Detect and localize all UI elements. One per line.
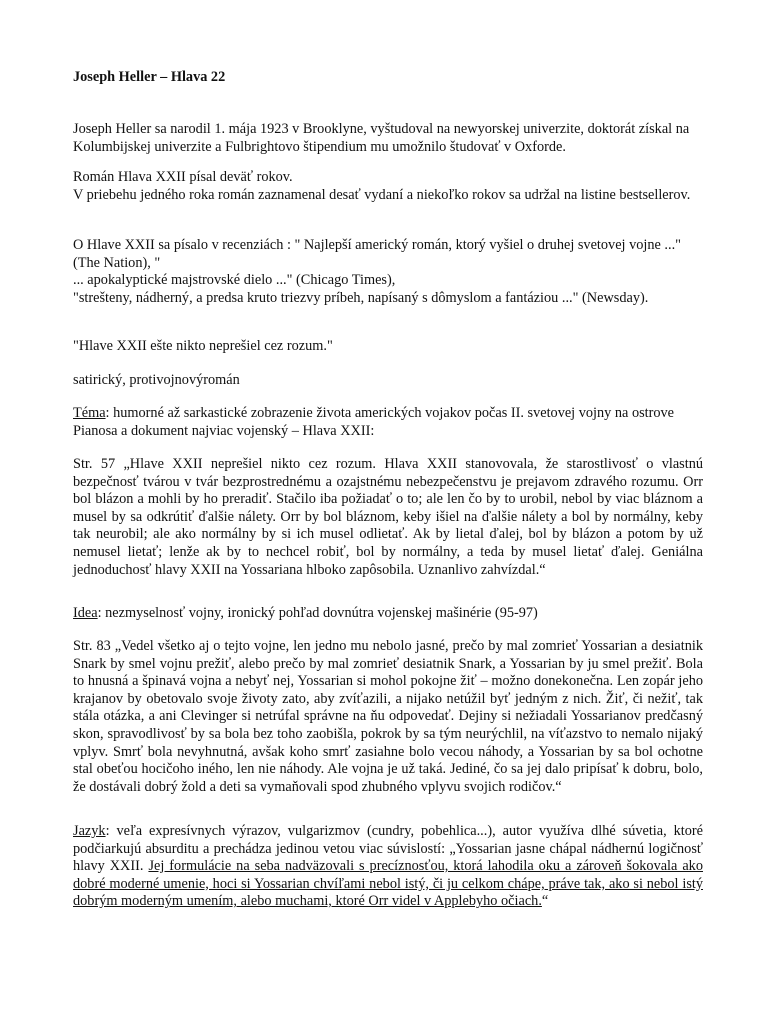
quote-line: "Hlave XXII ešte nikto neprešiel cez rozum." [73, 338, 333, 354]
excerpt-83-paragraph: Str. 83 „Vedel všetko aj o tejto vojne, len jedno mu nebolo jasné, prečo by mal zomrieť Yossarian a desiatnik Snark by smel vojnu prežiť, alebo prečo by mal zomrieť desiatnik Snark, a Yossarian by ju smel prežiť. Bola to hnusná a špinavá vojna a nebyť nej, Yossarian si mohol pokojne žiť – možno donekonečna. Len zopár jeho krajanov by obetovalo svoje životy zato, aby zvíťazili, a nijako netúžil byť jedným z nich. Žiť, či nežiť, tak stála otázka, a ani Clevinger si netrúfal správne na ňu odpovedať. Dejiny si nežiadali Yossarianov predčasný skon, spravodlivosť by sa bola bez toho zaobišla, pokrok by sa tým neurýchlil, na víťazstvo to nemalo nijaký vplyv. Smrť bola nevyhnutná, avšak koho smrť zasiahne bolo vecou náhody, a Yossarian by sa bol ochotne stal obeťou hocičoho iného, len nie náhody. Ale vojna je už taká. Jediné, čo sa jej dalo pripísať k dobru, bolo, že dostávali dobrý žold a deti sa vymaňovali spod zhubného vplyvu svojich rodičov.“ [73, 638, 703, 795]
jazyk-underlined-quote: Jej formulácie na seba nadväzovali s precíznosťou, ktorá lahodila oku a zároveň šokovala ako dobré moderné umenie, hoci si Yossarian chvíľami nebol istý, či ju celkom chápe, práve tak, ako si nebol istý dobrým moderným umením, alebo muchami, ktoré Orr videl v Applebyho očiach. [73, 858, 703, 910]
review-line: ... apokalyptické majstrovské dielo ..." (Chicago Times), [73, 272, 396, 289]
jazyk-label: Jazyk [73, 823, 106, 839]
novel-line: Román Hlava XXII písal deväť rokov. [73, 169, 293, 185]
document-title: Joseph Heller – Hlava 22 [73, 69, 226, 85]
tema-paragraph [73, 405, 703, 440]
tema-text: : humorné až sarkastické zobrazenie života amerických vojakov počas II. svetovej vojny na ostrove Pianosa a dokument najviac vojenský – Hlava XXII: [73, 405, 675, 439]
reviews-paragraph [73, 237, 703, 307]
novel-line: V priebehu jedného roka román zaznamenal desať vydaní a niekoľko rokov sa udržal na listine bestsellerov. [73, 186, 691, 203]
review-line: O Hlave XXII sa písalo v recenziách : " Najlepší americký román, ktorý vyšiel o druhej svetovej vojne ..." (The Nation), " [73, 237, 681, 271]
idea-text: : nezmyselnosť vojny, ironický pohľad dovnútra vojenskej mašinérie (95-97) [97, 605, 538, 621]
idea-paragraph [73, 605, 703, 623]
jazyk-paragraph [73, 823, 703, 911]
idea-label: Idea [73, 605, 98, 621]
bio-paragraph: Joseph Heller sa narodil 1. mája 1923 v Brooklyne, vyštudoval na newyorskej univerzite, doktorát získal na Kolumbijskej univerzite a Fulbrightovo štipendium mu umožnilo študovať v Oxforde. [73, 121, 690, 155]
review-line: "strešteny, nádherný, a predsa kruto triezvy príbeh, napísaný s dômyslom a fantáziou ..." (Newsday). [73, 289, 649, 306]
jazyk-quote-end: “ [541, 893, 549, 910]
jazyk-text: : veľa expresívnych výrazov, vulgarizmov (cundry, pobehlica...), autor využíva dlhé súvetia, ktoré podčiarkujú absurditu a prechádza jedinou vetou viac súvislostí: „Yossarian jasne chápal nádhernú logičnosť hlavy XXII. [73, 823, 703, 875]
tema-label: Téma [73, 405, 106, 421]
novel-paragraph [73, 169, 703, 204]
genre-line: satirický, protivojnovýromán [73, 372, 240, 388]
excerpt-57-paragraph: Str. 57 „Hlave XXII neprešiel nikto cez rozum. Hlava XXII stanovovala, že starostlivosť o vlastnú bezpečnosť tvárou v tvár bezprostrednému a ozajstnému nebezpečenstvu je prejavom zdravého rozumu. Orr bol blázon a mohli by ho preradiť. Stačilo iba požiadať o to; ale len čo by to urobil, nebol by viac bláznom a musel by sa odkrútiť ďalšie nálety. Orr by bol bláznom, keby išiel na ďalšie nálety a bol by normálny, keby tak neurobil; ale ako normálny by si ich musel odlietať. Ak by lietal ďalej, bol by blázon a potom by už nemusel lietať; lenže ak by to nechcel robiť, bol by normálny, a teda by musel lietať ďalej. Geniálna jednoduchosť hlavy XXII na Yossariana hlboko zapôsobila. Uznanlivo zahvízdal.“ [73, 456, 703, 578]
